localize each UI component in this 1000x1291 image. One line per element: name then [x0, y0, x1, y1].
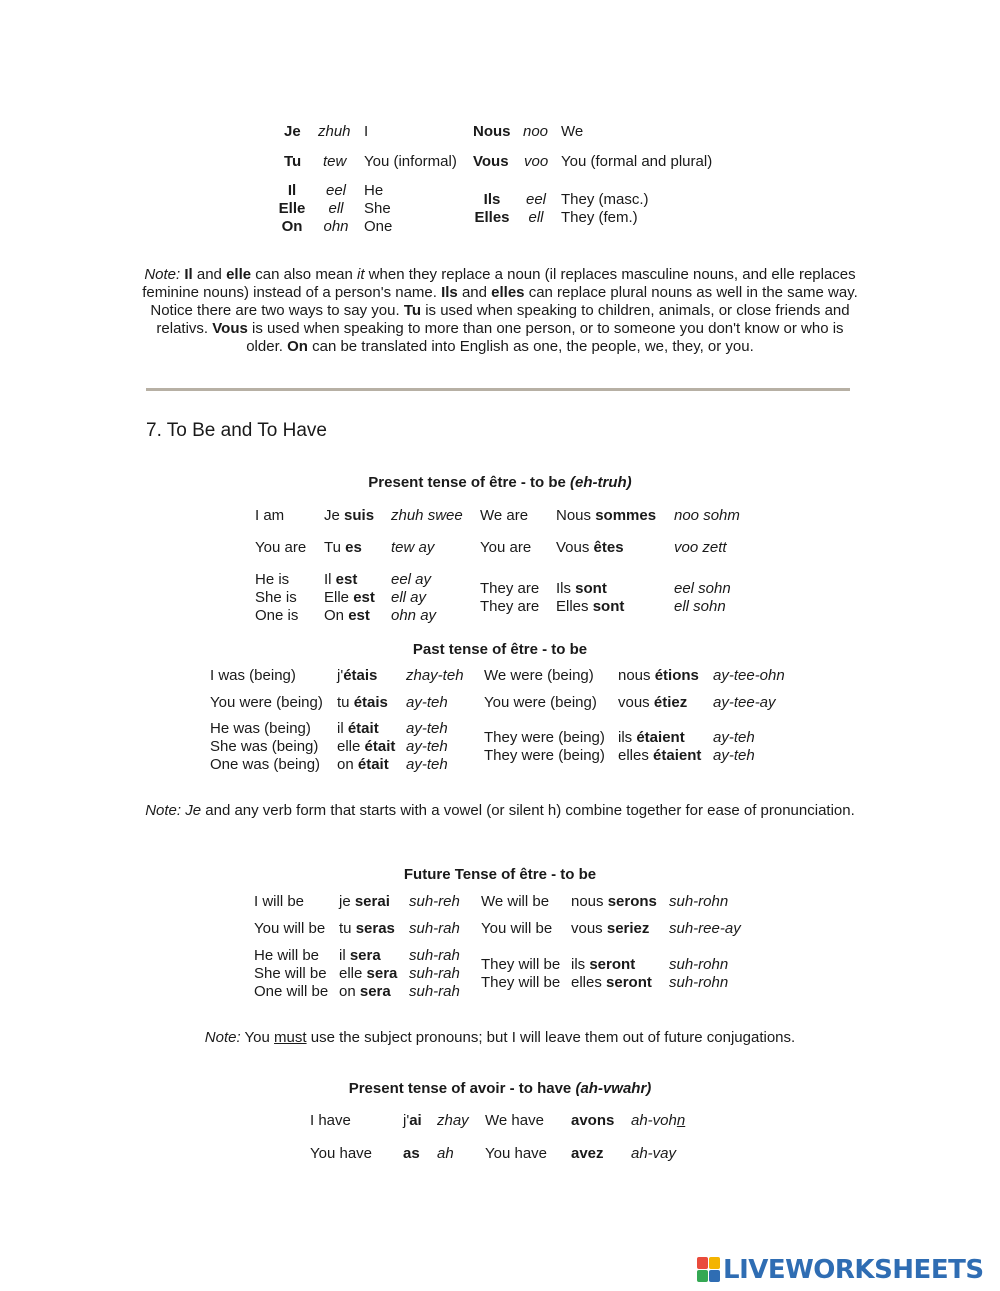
- pronunciation: suh-rah: [409, 965, 460, 982]
- english-form: You are: [480, 539, 532, 556]
- note-pronouns: Note: Il and elle can also mean it when they replace a noun (il replaces masculine nouns, and elle replaces feminine nouns) instead of a person's name. Ils and elles can replace plural nouns as well in the same way. Notice there are two ways to say you. Tu is used when speaking to children, animals, or close friends and relativs. Vous is used when speaking to more than one person, or to someone you don't know or who is older. On can be translated into English as one, the people, we, they, or you.: [142, 266, 858, 355]
- present-avoir-title: Present tense of avoir - to have (ah-vwahr): [348, 1080, 652, 1097]
- pronoun-pron: ell: [528, 209, 544, 226]
- french-form: avons: [571, 1112, 615, 1129]
- french-form: tu seras: [339, 920, 395, 937]
- english-form: One will be: [254, 983, 329, 1000]
- english-form: We were (being): [484, 667, 594, 684]
- note-elision: Note: Je and any verb form that starts with a vowel (or silent h) combine together for ease of pronunciation.: [145, 802, 855, 819]
- pronunciation: ohn ay: [391, 607, 437, 624]
- pronunciation: ell sohn: [674, 598, 726, 615]
- english-form: I am: [255, 507, 285, 524]
- french-form: Tu es: [324, 539, 362, 556]
- pronoun-en: They (fem.): [561, 209, 638, 226]
- french-form: elles seront: [571, 974, 652, 991]
- note-subject-pronouns: Note: You must use the subject pronouns; but I will leave them out of future conjugations.: [204, 1029, 796, 1046]
- english-form: She is: [255, 589, 297, 606]
- pronoun-en: They (masc.): [561, 191, 649, 208]
- english-form: You have: [485, 1145, 548, 1162]
- french-form: elles étaient: [618, 747, 702, 764]
- pronunciation: ay-teh: [713, 729, 755, 746]
- english-form: One was (being): [210, 756, 321, 773]
- english-form: You will be: [481, 920, 553, 937]
- french-form: j'étais: [337, 667, 378, 684]
- pronoun-fr: Il: [287, 182, 297, 199]
- english-form: He will be: [254, 947, 320, 964]
- pronunciation: ell ay: [391, 589, 427, 606]
- pronoun-pron: voo: [524, 153, 549, 170]
- pronunciation: suh-rohn: [669, 893, 729, 910]
- english-form: They are: [480, 598, 540, 615]
- pronoun-pron: zhuh: [318, 123, 351, 140]
- pronoun-pron: noo: [523, 123, 549, 140]
- section-title: 7. To Be and To Have: [146, 420, 327, 441]
- pronoun-en: I: [364, 123, 369, 140]
- pronunciation: suh-rah: [409, 920, 460, 937]
- french-form: on sera: [339, 983, 391, 1000]
- french-form: Elles sont: [556, 598, 625, 615]
- french-form: ils étaient: [618, 729, 685, 746]
- pronoun-en: One: [364, 218, 393, 235]
- pronunciation: ay-tee-ay: [713, 694, 776, 711]
- french-form: On est: [324, 607, 370, 624]
- french-form: Il est: [324, 571, 358, 588]
- pronunciation: ay-teh: [406, 694, 448, 711]
- pronunciation: ay-teh: [713, 747, 755, 764]
- english-form: You are: [255, 539, 307, 556]
- pronoun-en: You (informal): [364, 153, 457, 170]
- french-form: Elle est: [324, 589, 375, 606]
- pronoun-fr: Vous: [473, 153, 509, 170]
- pronoun-fr: Elles: [474, 209, 510, 226]
- liveworksheets-logo[interactable]: [697, 1255, 984, 1285]
- future-etre-title: Future Tense of être - to be: [403, 866, 597, 883]
- french-form: il sera: [339, 947, 381, 964]
- english-form: You have: [310, 1145, 373, 1162]
- pronunciation: ay-tee-ohn: [713, 667, 785, 684]
- pronunciation: suh-rah: [409, 947, 460, 964]
- french-form: ils seront: [571, 956, 636, 973]
- english-form: You were (being): [484, 694, 597, 711]
- french-form: vous étiez: [618, 694, 688, 711]
- pronunciation: eel ay: [391, 571, 432, 588]
- english-form: They were (being): [484, 747, 605, 764]
- french-form: tu étais: [337, 694, 388, 711]
- past-etre-title: Past tense of être - to be: [412, 641, 588, 658]
- english-form: They were (being): [484, 729, 605, 746]
- pronunciation: suh-rohn: [669, 956, 729, 973]
- english-form: I will be: [254, 893, 305, 910]
- pronunciation: tew ay: [391, 539, 435, 556]
- french-form: vous seriez: [571, 920, 650, 937]
- french-form: on était: [337, 756, 389, 773]
- english-form: They will be: [481, 956, 561, 973]
- pronunciation: zhay-teh: [406, 667, 464, 684]
- french-form: nous étions: [618, 667, 699, 684]
- pronunciation: ah-vay: [631, 1145, 677, 1162]
- french-form: avez: [571, 1145, 604, 1162]
- pronoun-en: You (formal and plural): [561, 153, 713, 170]
- french-form: as: [403, 1145, 420, 1162]
- french-form: elle était: [337, 738, 396, 755]
- pronoun-pron: ell: [328, 200, 344, 217]
- english-form: You were (being): [210, 694, 323, 711]
- pronoun-fr: Elle: [278, 200, 306, 217]
- note-lead: Note:: [144, 266, 181, 283]
- french-form: Ils sont: [556, 580, 607, 597]
- pronoun-pron: ohn: [323, 218, 349, 235]
- english-form: We are: [480, 507, 529, 524]
- english-form: You will be: [254, 920, 326, 937]
- pronunciation: ah: [437, 1145, 454, 1162]
- pronunciation: suh-reh: [409, 893, 460, 910]
- english-form: She was (being): [210, 738, 319, 755]
- pronunciation: ay-teh: [406, 720, 448, 737]
- section-divider: [146, 388, 850, 391]
- pronunciation: suh-rohn: [669, 974, 729, 991]
- french-form: je serai: [339, 893, 390, 910]
- english-form: We have: [485, 1112, 544, 1129]
- english-form: He is: [255, 571, 290, 588]
- pronunciation: suh-ree-ay: [669, 920, 741, 937]
- logo-mark-icon: [697, 1257, 721, 1283]
- english-form: I was (being): [210, 667, 296, 684]
- pronunciation: zhay: [437, 1112, 469, 1129]
- pronoun-pron: tew: [323, 153, 347, 170]
- english-form: They are: [480, 580, 540, 597]
- french-form: elle sera: [339, 965, 398, 982]
- pronunciation: suh-rah: [409, 983, 460, 1000]
- english-form: I have: [310, 1112, 351, 1129]
- pronoun-en: We: [561, 123, 584, 140]
- english-form: He was (being): [210, 720, 311, 737]
- pronunciation: eel sohn: [674, 580, 731, 597]
- logo-text: LIVEWORKSHEETS: [723, 1255, 984, 1285]
- english-form: We will be: [481, 893, 550, 910]
- pronoun-fr: On: [281, 218, 303, 235]
- pronunciation: ay-teh: [406, 756, 448, 773]
- french-form: il était: [337, 720, 379, 737]
- french-form: Nous sommes: [556, 507, 657, 524]
- pronoun-fr: Ils: [483, 191, 501, 208]
- english-form: They will be: [481, 974, 561, 991]
- pronunciation: ah-vohn: [631, 1112, 686, 1129]
- french-form: j'ai: [403, 1112, 422, 1129]
- pronoun-fr: Je: [284, 123, 301, 140]
- english-form: She will be: [254, 965, 327, 982]
- french-form: Vous êtes: [556, 539, 624, 556]
- french-form: nous serons: [571, 893, 657, 910]
- french-form: Je suis: [324, 507, 375, 524]
- pronoun-fr: Tu: [284, 153, 302, 170]
- pronunciation: voo zett: [674, 539, 727, 556]
- pronoun-fr: Nous: [473, 123, 511, 140]
- present-etre-title: Present tense of être - to be (eh-truh): [368, 474, 632, 491]
- pronoun-en: She: [364, 200, 391, 217]
- pronunciation: zhuh swee: [391, 507, 463, 524]
- pronoun-pron: eel: [525, 191, 547, 208]
- pronoun-en: He: [364, 182, 384, 199]
- pronoun-pron: eel: [325, 182, 347, 199]
- pronunciation: noo sohm: [674, 507, 740, 524]
- english-form: One is: [255, 607, 299, 624]
- pronunciation: ay-teh: [406, 738, 448, 755]
